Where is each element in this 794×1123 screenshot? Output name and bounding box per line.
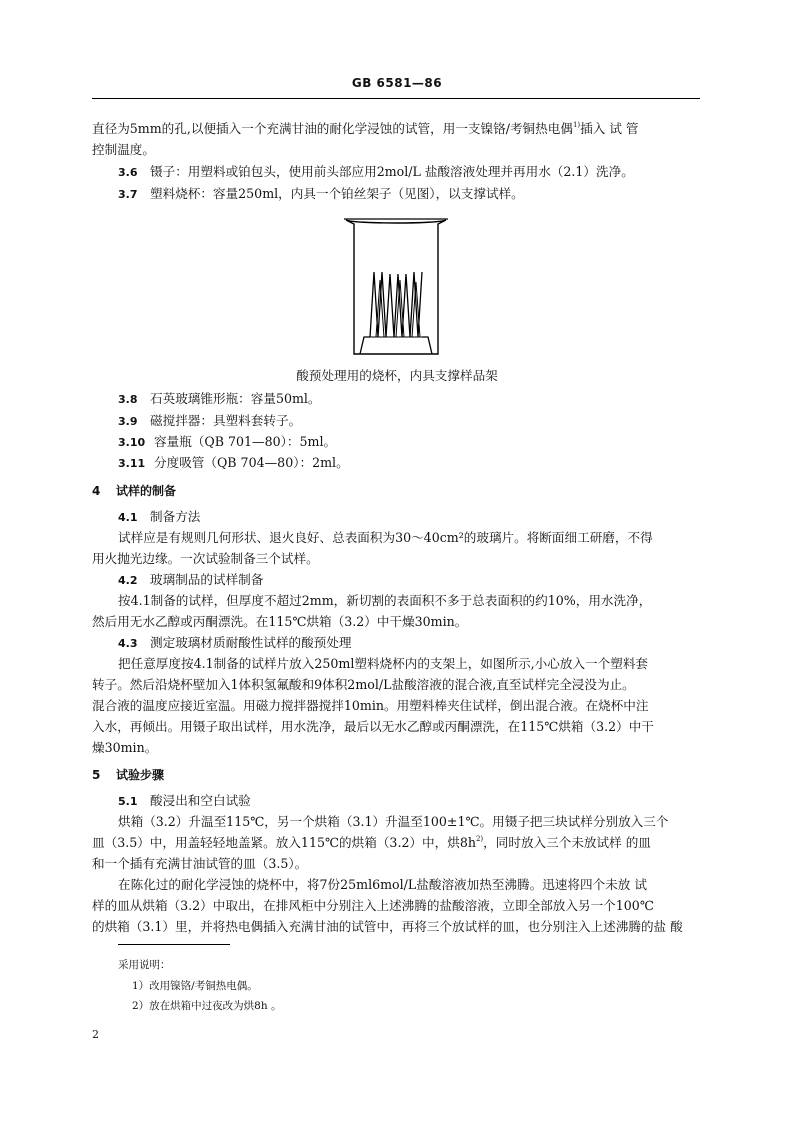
footnote-ref-1: 1) xyxy=(572,121,581,129)
clause-3-6: 3.6 镊子：用塑料或铂包头，使用前头部应用2mol/L 盐酸溶液处理并再用水（2.1）洗净。 xyxy=(118,161,730,183)
header-rule xyxy=(92,98,700,99)
paragraph-line: 皿（3.5）中，用盖轻轻地盖紧。放入115℃的烘箱（3.2）中，烘$8h^{2)}$，同时放入三个未放试样 的皿 xyxy=(92,835,651,850)
paragraph-line: 把任意厚度按4.1制备的试样片放入250ml塑料烧杯内的支架上，如图所示,小心放入一个塑料套 xyxy=(118,656,649,671)
clause-number: 4.2 xyxy=(118,574,138,587)
paragraph-line: 混合液的温度应接近室温。用磁力搅拌器搅拌10min。用塑料棒夹住试样，倒出混合液。在烧杯中注 xyxy=(92,698,649,713)
paragraph-line: 按4.1制备的试样，但厚度不超过2mm，新切割的表面积不多于总表面积的约10%，用水洗净， xyxy=(118,593,652,608)
paragraph-line: 用火抛光边缘。一次试验制备三个试样。 xyxy=(92,551,319,566)
clause-number: 4.1 xyxy=(118,511,138,524)
page-number: 2 xyxy=(92,1028,99,1041)
paragraph-line: 控制温度。 xyxy=(92,142,155,157)
clause-4-2: 4.2 玻璃制品的试样制备 xyxy=(118,569,730,591)
clause-number: 3.6 xyxy=(118,166,138,179)
clause-4-3: 4.3 测定玻璃材质耐酸性试样的酸预处理 xyxy=(118,632,730,654)
beaker-figure xyxy=(340,212,452,362)
sample-holder-left-foot xyxy=(360,337,370,354)
clause-number: 3.8 xyxy=(118,393,138,406)
clause-3-7: 3.7 塑料烧杯：容量250ml，内具一个铂丝架子（见图），以支撑试样。 xyxy=(118,183,730,205)
paragraph-line: 烘箱（3.2）升温至115℃，另一个烘箱（3.1）升温至100±1℃。用镊子把三块试样分别放入三个 xyxy=(118,814,669,829)
clause-5-1: 5.1 酸浸出和空白试验 xyxy=(118,790,730,812)
paragraph-line: 转子。然后沿烧杯壁加入1体积氢氟酸和9体积2mol/L盐酸溶液的混合液,直至试样完全浸没为止。 xyxy=(92,677,635,692)
clause-3-11: 3.11 分度吸管（QB 704—80）：2ml。 xyxy=(118,452,730,474)
figure-caption: 酸预处理用的烧杯，内具支撑样品架 xyxy=(296,368,498,383)
clause-4-1: 4.1 制备方法 xyxy=(118,506,730,528)
clause-number: 3.11 xyxy=(118,457,146,470)
paragraph-line: 燥30min。 xyxy=(92,740,158,755)
clause-number: 4.3 xyxy=(118,637,138,650)
clause-number: 3.7 xyxy=(118,188,138,201)
paragraph-line: 和一个插有充满甘油试管的皿（3.5）。 xyxy=(92,856,308,871)
section-4-heading: 4 试样的制备 xyxy=(92,484,177,498)
paragraph-line: 入水，再倾出。用镊子取出试样，用水洗净，最后以无水乙醇或丙酮漂洗，在115℃烘箱（3.2）中干 xyxy=(92,719,654,734)
footnote-rule xyxy=(118,944,230,945)
clause-3-9: 3.9 磁搅拌器：具塑料套转子。 xyxy=(118,410,730,432)
clause-number: 3.9 xyxy=(118,415,138,428)
footnote-2: 2）放在烘箱中过夜改为烘8h 。 xyxy=(132,1000,282,1012)
paragraph-line: 的烘箱（3.1）里，并将热电偶插入充满甘油的试管中，再将三个放试样的皿，也分别注入上述沸腾的盐 酸 xyxy=(92,919,683,934)
clause-number: 5.1 xyxy=(118,795,138,808)
paragraph-line: 在陈化过的耐化学浸蚀的烧杯中，将7份25ml6mol/L盐酸溶液加热至沸腾。迅速将四个未放 试 xyxy=(118,877,647,892)
clause-number: 3.10 xyxy=(118,436,146,449)
paragraph-line: 试样应是有规则几何形状、退火良好、总表面积为30～40cm²的玻璃片。将断面细工研磨，不得 xyxy=(118,530,653,545)
footnote-ref-2: 2) xyxy=(475,835,484,843)
footnote-title: 采用说明： xyxy=(118,959,171,971)
sample-holder-right-foot xyxy=(422,337,432,354)
section-5-heading: 5 试验步骤 xyxy=(92,768,165,782)
paragraph-line: 然后用无水乙醇或丙酮漂洗。在115℃烘箱（3.2）中干燥30min。 xyxy=(92,614,468,629)
clause-3-10: 3.10 容量瓶（QB 701—80）：5ml。 xyxy=(118,431,730,453)
footnote-1: 1）改用镍铬/考铜热电偶。 xyxy=(132,980,258,992)
clause-3-8: 3.8 石英玻璃锥形瓶：容量50ml。 xyxy=(118,388,730,410)
paragraph-line: 样的皿从烘箱（3.2）中取出，在排风柜中分别注入上述沸腾的盐酸溶液，立即全部放入另一个100℃ xyxy=(92,898,654,913)
page-header: GB 6581—86 xyxy=(351,76,443,90)
paragraph-line: 直径为5mm的孔,以便插入一个充满甘油的耐化学浸蚀的试管，用一支镍铬/考铜热电偶$^{1)}$插入 试 管 xyxy=(92,121,639,136)
